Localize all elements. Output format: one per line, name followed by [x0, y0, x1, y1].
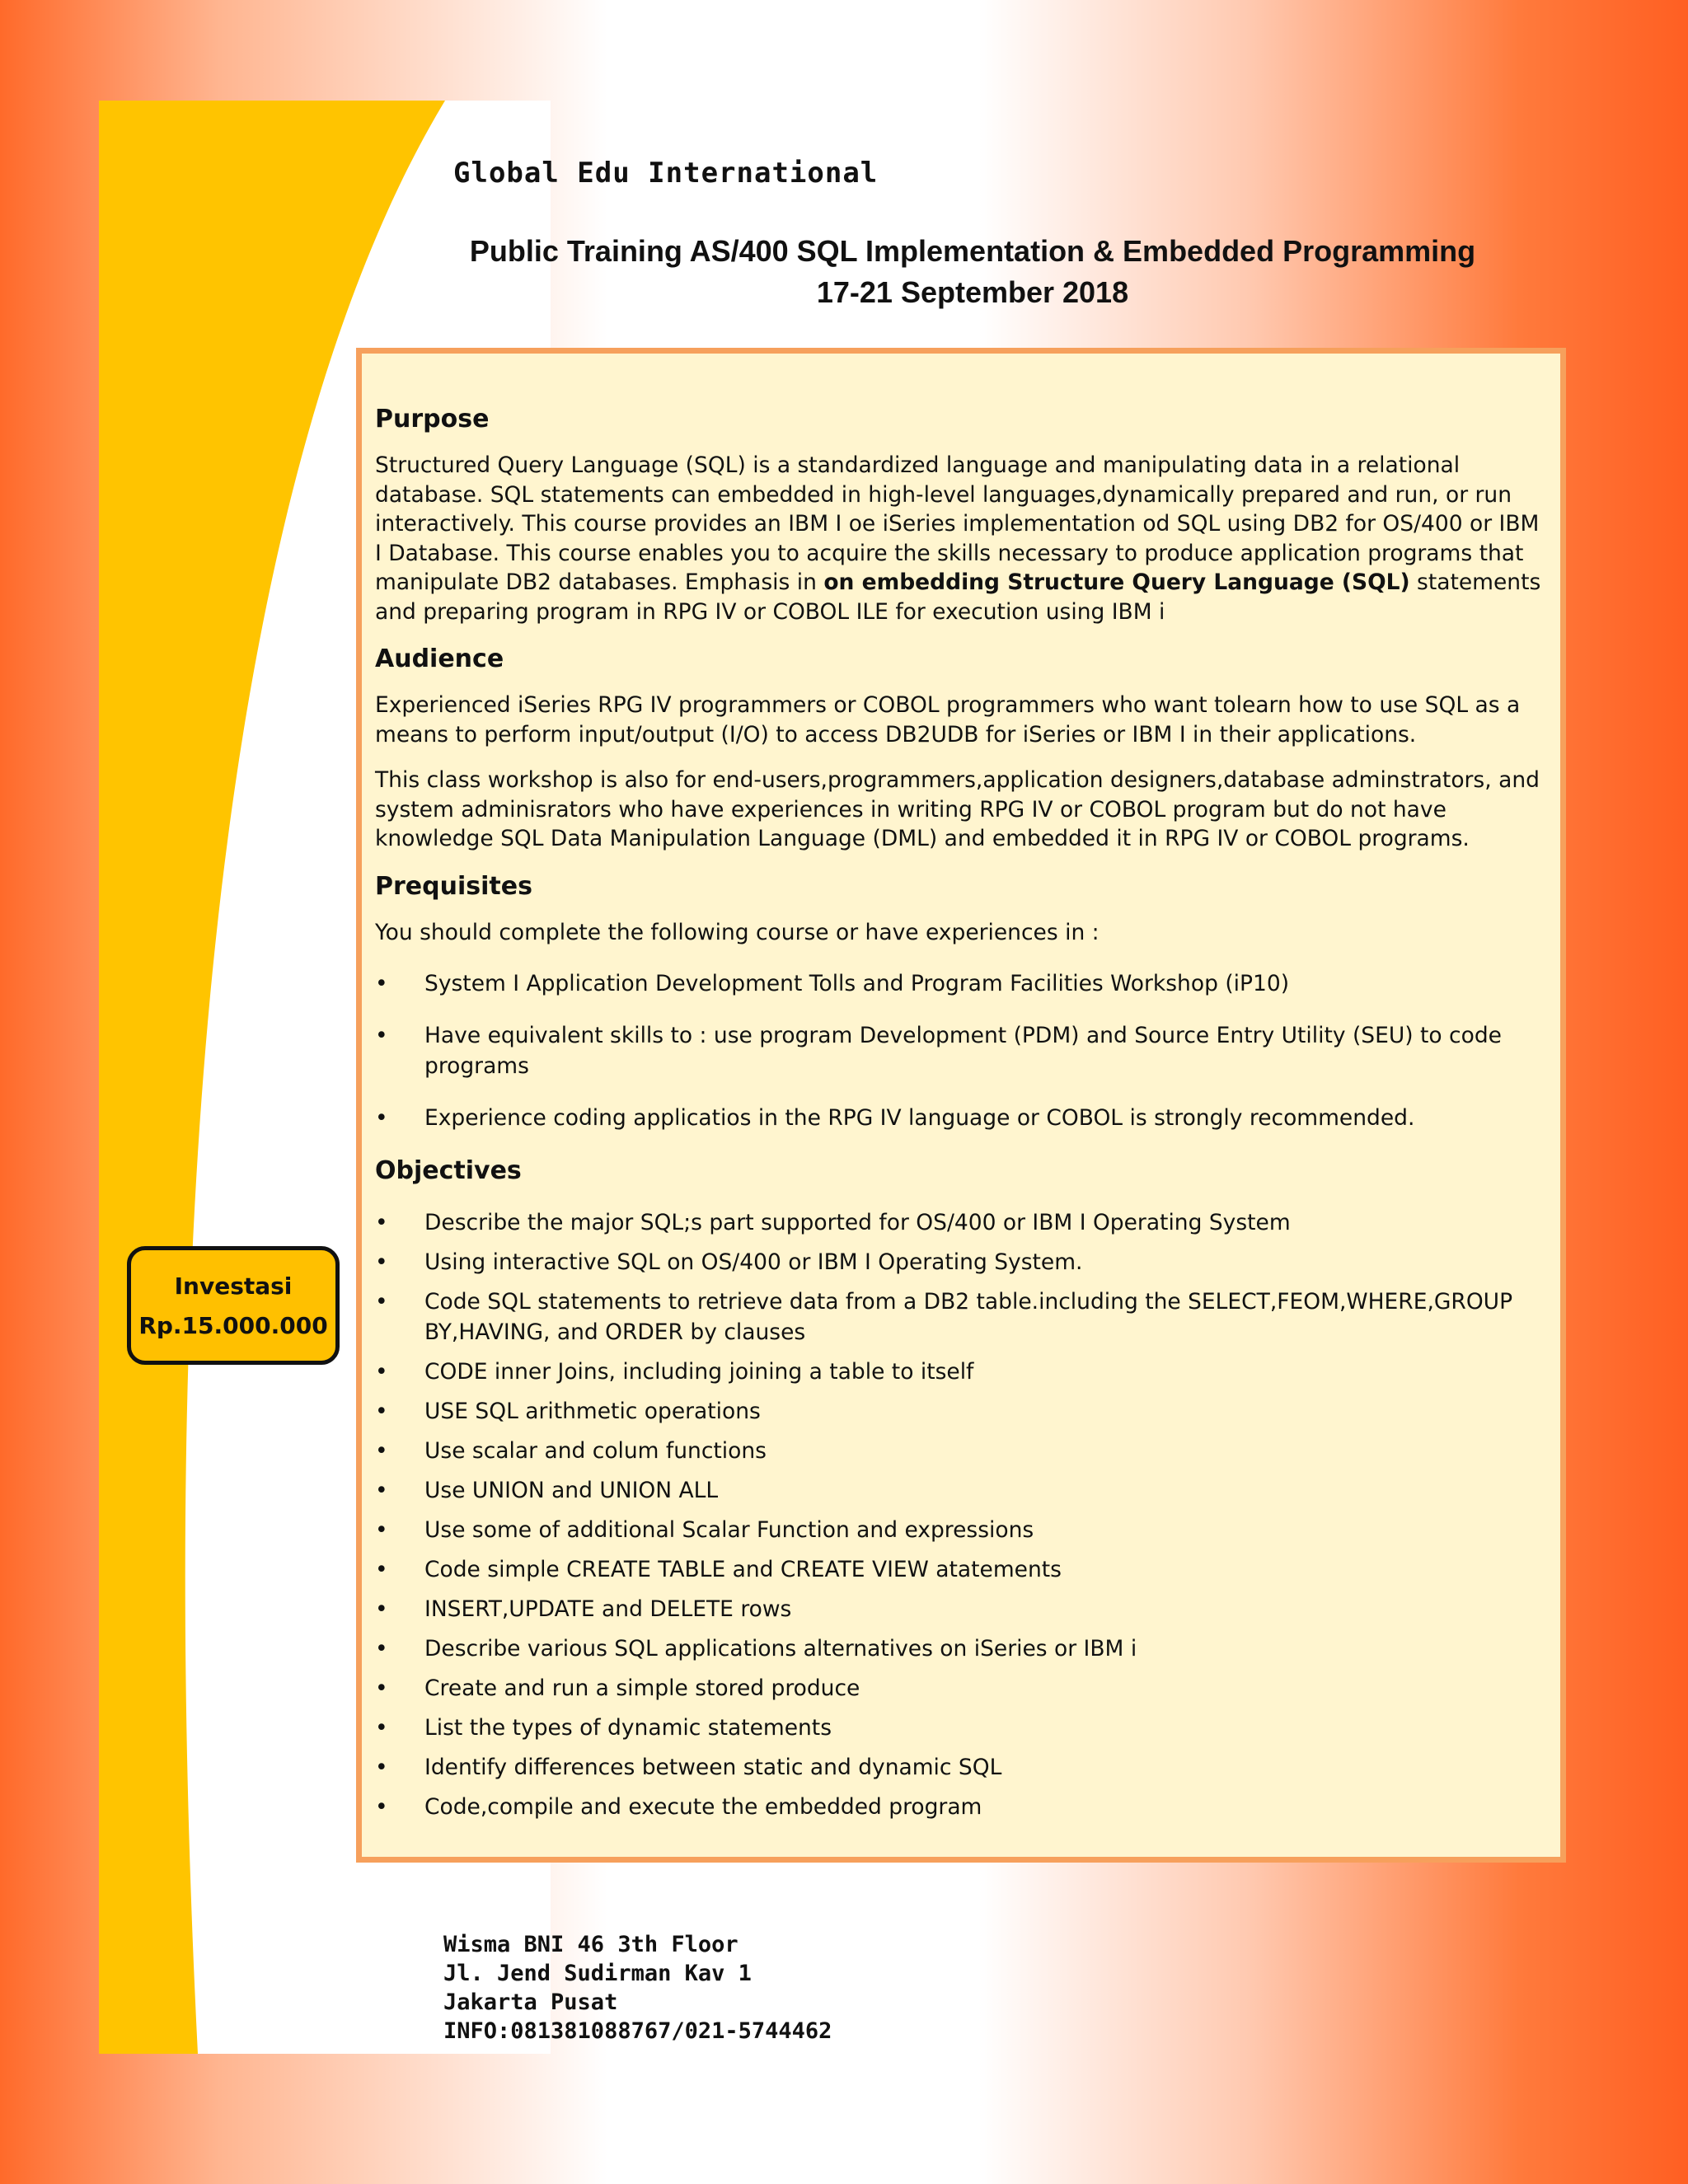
prerequisite-item: • Have equivalent skills to : use program Development (PDM) and Source Entry Utility (SEU) to code programs	[375, 1020, 1552, 1081]
audience-heading: Audience	[375, 644, 504, 673]
bullet-icon: •	[375, 1557, 388, 1582]
prerequisites-heading: Prequisites	[375, 871, 532, 901]
title-prefix: Public	[469, 234, 559, 268]
price-label: Investasi	[174, 1272, 293, 1300]
bullet-icon: •	[375, 1438, 388, 1464]
bullet-icon: •	[375, 1794, 388, 1820]
bullet-icon: •	[375, 1715, 388, 1741]
bullet-icon: •	[375, 1478, 388, 1503]
bullet-icon: •	[375, 1675, 388, 1701]
address-line-1: Wisma BNI 46 3th Floor	[443, 1932, 738, 1957]
bullet-icon: •	[375, 1399, 388, 1424]
course-title	[462, 231, 1484, 313]
purpose-text	[375, 451, 1552, 626]
objective-item: • USE SQL arithmetic operations	[375, 1396, 1552, 1427]
bullet-icon: •	[375, 971, 388, 996]
bullet-icon: •	[375, 1755, 388, 1780]
objective-item: • Code,compile and execute the embedded program	[375, 1792, 1552, 1822]
audience-paragraph-2: This class workshop is also for end-users,programmers,application designers,database adminstrators, and system adminisrators who have experiences in writing RPG IV or COBOL program but do not have knowledge SQL Data Manipulation Language (DML) and embedded it in RPG IV or COBOL programs.	[375, 767, 1540, 851]
bullet-icon: •	[375, 1023, 388, 1048]
objective-item: • Describe various SQL applications alternatives on iSeries or IBM i	[375, 1633, 1552, 1664]
objective-item: • Use UNION and UNION ALL	[375, 1475, 1552, 1506]
bullet-icon: •	[375, 1249, 388, 1275]
prerequisites-list	[375, 968, 1552, 1133]
objectives-list	[375, 1207, 1552, 1822]
purpose-text-start: Structured Query Language (SQL) is a standardized language and manipulating data in a relational database. SQL statements can embedded in high-level languages,dynamically prepared and run, or run interactively. This course provides an IBM I oe iSeries implementation od SQL using DB2 for OS/400 or IBM I Database. This course enables you to acquire the skills necessary to produce application programs that manipulate DB2 databases. Emphasis in	[375, 452, 1540, 595]
bullet-icon: •	[375, 1210, 388, 1235]
bullet-icon: •	[375, 1596, 388, 1622]
objective-item: • Identify differences between static and dynamic SQL	[375, 1752, 1552, 1783]
objectives-heading: Objectives	[375, 1156, 522, 1185]
price-amount: Rp.15.000.000	[138, 1312, 328, 1339]
purpose-text-end: statements and preparing program in RPG IV or COBOL ILE for execution using IBM i	[375, 569, 1541, 625]
objective-item: • INSERT,UPDATE and DELETE rows	[375, 1594, 1552, 1624]
prerequisite-item: • System I Application Development Tolls and Program Facilities Workshop (iP10)	[375, 968, 1552, 999]
address-block	[443, 1930, 832, 2046]
bullet-icon: •	[375, 1359, 388, 1385]
bullet-icon: •	[375, 1289, 388, 1315]
bullet-icon: •	[375, 1517, 388, 1543]
title-rest: Training AS/400 SQL Implementation & Embedded Programming	[558, 234, 1476, 268]
address-line-2: Jl. Jend Sudirman Kav 1	[443, 1961, 752, 1986]
objective-item: • CODE inner Joins, including joining a table to itself	[375, 1357, 1552, 1387]
purpose-text-emphasis: on embedding Structure Query Language (SQL)	[823, 569, 1410, 595]
objective-item: • Use some of additional Scalar Function and expressions	[375, 1515, 1552, 1545]
objective-item: • Code SQL statements to retrieve data from a DB2 table.including the SELECT,FEOM,WHERE,GROUP BY,HAVING, and ORDER by clauses	[375, 1286, 1552, 1347]
price-badge	[127, 1246, 340, 1365]
objective-item: • Use scalar and colum functions	[375, 1436, 1552, 1466]
purpose-heading: Purpose	[375, 405, 490, 434]
audience-paragraph-1: Experienced iSeries RPG IV programmers or COBOL programmers who want tolearn how to use SQL as a means to perform input/output (I/O) to access DB2UDB for iSeries or IBM I in their applications.	[375, 692, 1521, 748]
objective-item: • List the types of dynamic statements	[375, 1713, 1552, 1743]
objective-item: • Create and run a simple stored produce	[375, 1673, 1552, 1704]
prerequisites-intro: You should complete the following course or have experiences in :	[375, 919, 1100, 945]
bullet-icon: •	[375, 1105, 388, 1131]
address-line-3: Jakarta Pusat	[443, 1990, 618, 2015]
objective-item: • Code simple CREATE TABLE and CREATE VIEW atatements	[375, 1554, 1552, 1585]
prerequisite-item: • Experience coding applicatios in the RPG IV language or COBOL is strongly recommended.	[375, 1103, 1552, 1133]
bullet-icon: •	[375, 1636, 388, 1661]
organization-name: Global Edu International	[453, 157, 879, 190]
course-info-panel	[356, 348, 1566, 1863]
contact-info: INFO:081381088767/021-5744462	[443, 2018, 832, 2044]
objective-item: • Describe the major SQL;s part supported for OS/400 or IBM I Operating System	[375, 1207, 1552, 1238]
objective-item: • Using interactive SQL on OS/400 or IBM I Operating System.	[375, 1247, 1552, 1277]
course-dates: 17-21 September 2018	[816, 275, 1129, 309]
